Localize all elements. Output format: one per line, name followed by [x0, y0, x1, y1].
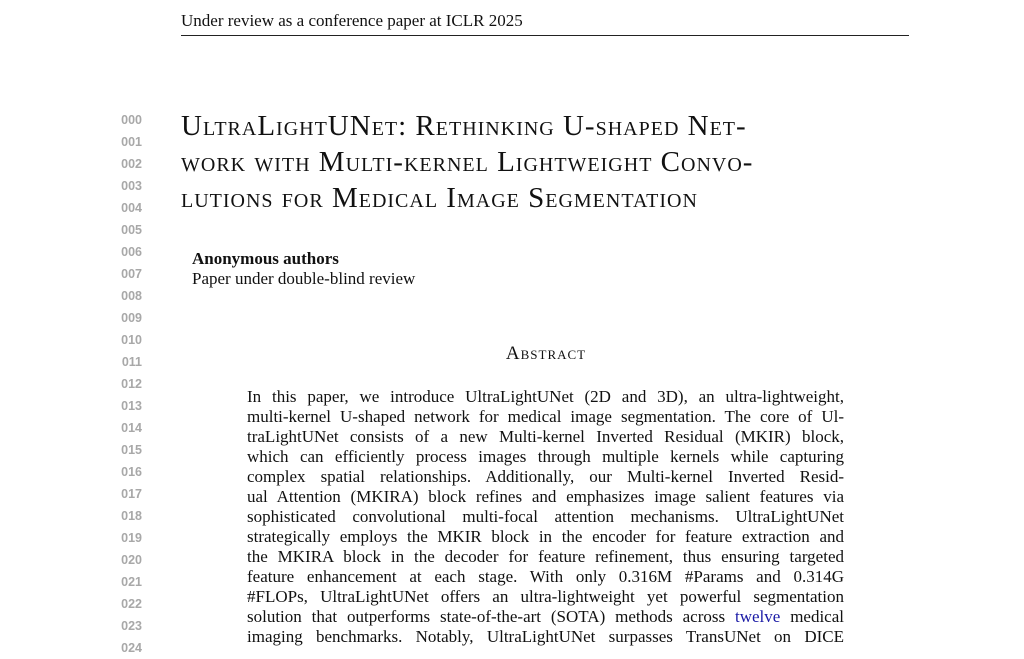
line-number: 022: [121, 597, 142, 611]
running-header: Under review as a conference paper at ICLR 2025: [181, 11, 909, 36]
abstract-line: [247, 607, 844, 627]
review-note: Paper under double-blind review: [192, 269, 416, 288]
abstract-text: solution that outperforms state-of-the-art (SOTA) methods across: [247, 607, 735, 626]
abstract-heading: Abstract: [505, 343, 587, 364]
abstract-line: imaging benchmarks. Notably, UltraLightUNet surpasses TransUNet on DICE: [247, 627, 844, 646]
line-number: 002: [121, 157, 142, 171]
line-number: 020: [121, 553, 142, 567]
line-number: 001: [121, 135, 142, 149]
abstract-text: medical: [780, 607, 844, 626]
abstract-line: strategically employs the MKIR block in the encoder for feature extraction and: [247, 527, 844, 546]
line-number: 021: [121, 575, 142, 589]
line-number: 009: [121, 311, 142, 325]
citation-link[interactable]: twelve: [734, 607, 781, 626]
line-number: 024: [121, 641, 142, 655]
abstract-line: multi-kernel U-shaped network for medical image segmentation. The core of Ul-: [247, 407, 844, 426]
line-number: 011: [121, 355, 142, 369]
author-block: [192, 249, 415, 289]
abstract-line: sophisticated convolutional multi-focal attention mechanisms. UltraLightUNet: [247, 507, 844, 526]
abstract-line: the MKIRA block in the decoder for feature refinement, thus ensuring targeted: [247, 547, 844, 566]
title-line: work with Multi-kernel Lightweight Convo-: [181, 146, 754, 178]
line-number: 017: [121, 487, 142, 501]
line-number: 014: [121, 421, 142, 435]
abstract-line: #FLOPs, UltraLightUNet offers an ultra-lightweight yet powerful segmentation: [247, 587, 844, 606]
abstract-line: which can efficiently process images through multiple kernels while capturing: [247, 447, 844, 466]
line-number: 004: [121, 201, 142, 215]
abstract-line: traLightUNet consists of a new Multi-kernel Inverted Residual (MKIR) block,: [247, 427, 844, 446]
line-number: 018: [121, 509, 142, 523]
author-names: Anonymous authors: [192, 249, 339, 268]
abstract-line: feature enhancement at each stage. With only 0.316M #Params and 0.314G: [247, 567, 844, 586]
abstract-line: complex spatial relationships. Additionally, our Multi-kernel Inverted Resid-: [247, 467, 844, 486]
title-line: UltraLightUNet: Rethinking U-shaped Net-: [181, 110, 747, 142]
line-number: 012: [121, 377, 142, 391]
line-number: 005: [121, 223, 142, 237]
line-number: 008: [121, 289, 142, 303]
line-number: 015: [121, 443, 142, 457]
abstract-body: [247, 387, 844, 647]
line-number: 006: [121, 245, 142, 259]
line-number-gutter: [116, 109, 142, 659]
abstract-line: In this paper, we introduce UltraLightUNet (2D and 3D), an ultra-lightweight,: [247, 387, 844, 406]
line-number: 000: [121, 113, 142, 127]
abstract-line: ual Attention (MKIRA) block refines and emphasizes image salient features via: [247, 487, 844, 506]
line-number: 019: [121, 531, 142, 545]
line-number: 010: [121, 333, 142, 347]
line-number: 003: [121, 179, 142, 193]
line-number: 016: [121, 465, 142, 479]
line-number: 013: [121, 399, 142, 413]
paper-title: [181, 108, 916, 216]
line-number: 007: [121, 267, 142, 281]
line-number: 023: [121, 619, 142, 633]
title-line: lutions for Medical Image Segmentation: [181, 182, 698, 214]
